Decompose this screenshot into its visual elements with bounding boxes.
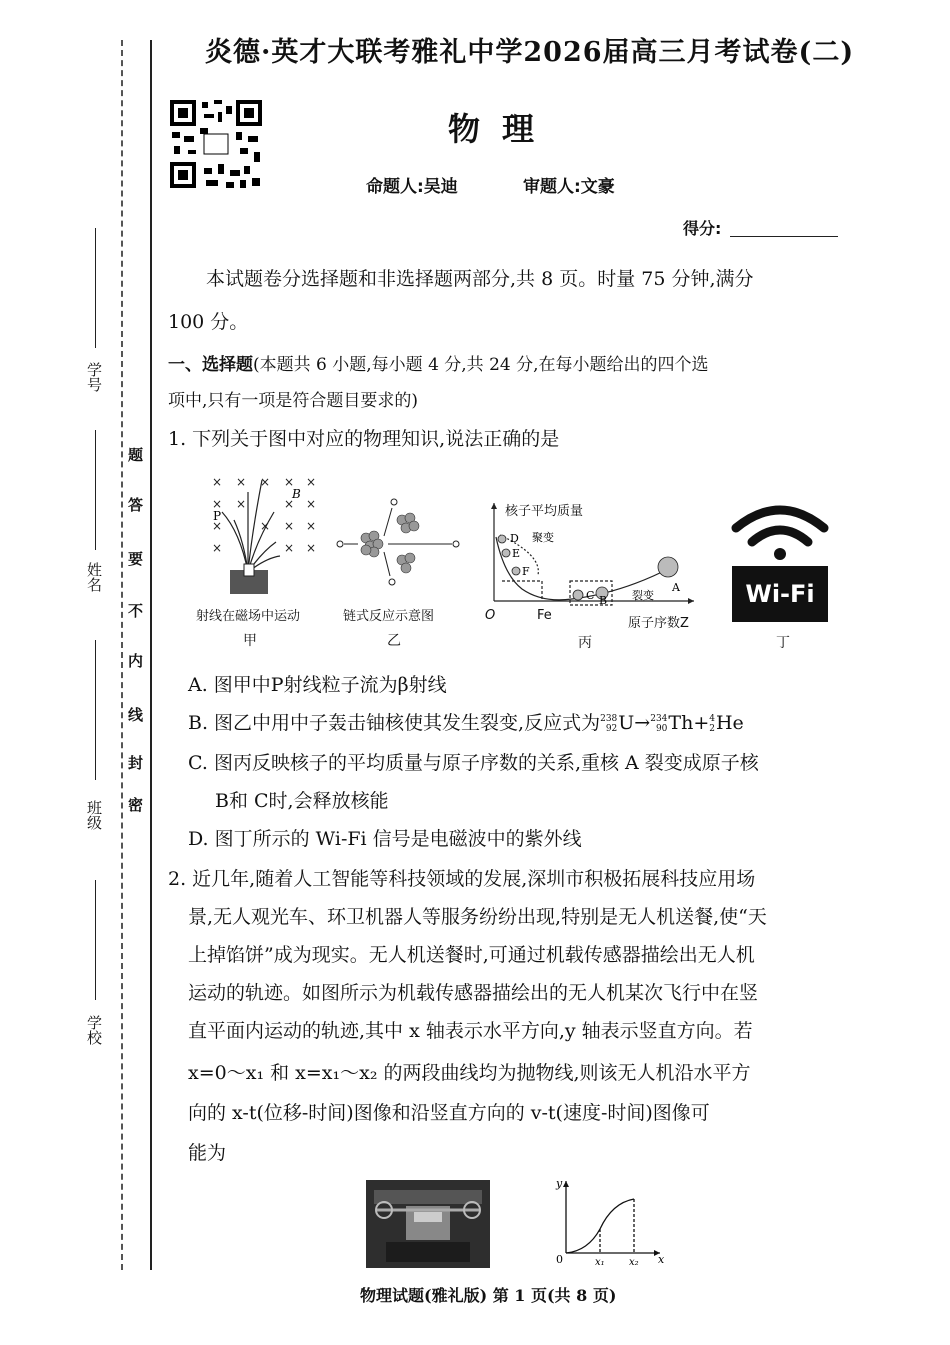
binding-solid-line: [150, 40, 152, 1270]
score-field[interactable]: [730, 236, 838, 237]
svg-text:×: ×: [306, 497, 317, 511]
student-id-blank: [95, 228, 96, 348]
q1-option-a: A. 图甲中P射线粒子流为β射线: [188, 674, 447, 696]
bing-xlabel: 原子序数Z: [628, 616, 689, 631]
bing-point-label: A: [672, 581, 680, 594]
seal-char: 要: [128, 550, 144, 568]
bing-fusion-label: 聚变: [532, 531, 554, 544]
seal-char: 封: [128, 754, 144, 772]
figure-yi: [332, 488, 462, 598]
bing-point-label: D: [510, 532, 519, 545]
school-label: 学校: [85, 1015, 103, 1045]
school-blank: [95, 880, 96, 1000]
u-symbol: U: [618, 712, 635, 734]
q2-line6: x=0～x₁ 和 x=x₁～x₂ 的两段曲线均为抛物线,则该无人机沿水平方: [188, 1062, 751, 1084]
u-mass: 238: [600, 714, 618, 724]
q2-line1: 2. 近几年,随着人工智能等科技领域的发展,深圳市积极拓展科技应用场: [168, 868, 756, 890]
q2-line7: 向的 x-t(位移-时间)图像和沿竖直方向的 v-t(速度-时间)图像可: [188, 1102, 710, 1124]
subject-title: 物理: [448, 110, 557, 148]
yi-name: 乙: [387, 633, 401, 649]
jia-b-label: B: [292, 487, 301, 501]
seal-char: 密: [128, 796, 144, 814]
jia-p-label: P: [213, 509, 222, 523]
intro-line2: 100 分。: [168, 311, 249, 333]
he4-isotope: [709, 714, 715, 734]
yi-caption: 链式反应示意图: [343, 609, 435, 624]
q1-option-d: D. 图丁所示的 Wi-Fi 信号是电磁波中的紫外线: [188, 828, 582, 850]
figure-jia: [200, 472, 320, 602]
svg-text:×: ×: [212, 519, 223, 533]
ding-name: 丁: [776, 635, 790, 651]
th-mass: 234: [650, 714, 668, 724]
graph-xlabel: x: [658, 1253, 665, 1266]
svg-text:×: ×: [284, 541, 295, 555]
svg-text:×: ×: [236, 497, 247, 511]
class-label: 班级: [85, 800, 103, 830]
section1-desc-line2: 项中,只有一项是符合题目要求的): [168, 391, 419, 411]
exam-title: 炎德·英才大联考雅礼中学2026届高三月考试卷(二): [205, 37, 855, 68]
question-setter: 命题人:吴迪: [366, 177, 458, 197]
student-id-label: 学号: [85, 362, 103, 392]
q1-option-c-line2: B和 C时,会释放核能: [215, 790, 389, 812]
bing-name: 丙: [578, 635, 592, 651]
svg-text:×: ×: [306, 475, 317, 489]
name-blank: [95, 430, 96, 550]
section1-desc-line1: (本题共 6 小题,每小题 4 分,共 24 分,在每小题给出的四个选: [253, 355, 709, 375]
wifi-icon: [728, 498, 832, 626]
bing-point-label: F: [522, 565, 530, 578]
svg-text:×: ×: [260, 475, 271, 489]
seal-char: 内: [128, 652, 144, 670]
svg-text:×: ×: [212, 497, 223, 511]
graph-x2: x₂: [629, 1257, 639, 1267]
seal-char: 不: [128, 602, 144, 620]
svg-text:×: ×: [284, 519, 295, 533]
u-number: 92: [605, 724, 618, 734]
svg-text:×: ×: [212, 541, 223, 555]
q1-option-b-text: B. 图乙中用中子轰击铀核使其发生裂变,反应式为: [188, 712, 601, 734]
jia-name: 甲: [243, 633, 257, 649]
intro-line1: 本试题卷分选择题和非选择题两部分,共 8 页。时量 75 分钟,满分: [206, 268, 754, 290]
section1-heading: [168, 346, 709, 384]
bing-point-label: B: [599, 594, 608, 607]
bing-fe: Fe: [537, 608, 552, 623]
q2-line2: 景,无人观光车、环卫机器人等服务纷纷出现,特别是无人机送餐,使“天: [188, 906, 767, 928]
question-reviewer: 审题人:文豪: [523, 177, 615, 197]
q1-option-b: [188, 704, 744, 742]
svg-text:×: ×: [212, 475, 223, 489]
binding-dashed-line: [121, 40, 123, 1270]
q1-stem: 1. 下列关于图中对应的物理知识,说法正确的是: [168, 428, 560, 450]
plus-sign: +: [693, 712, 710, 734]
jia-caption: 射线在磁场中运动: [196, 609, 301, 624]
q2-line4: 运动的轨迹。如图所示为机载传感器描绘出的无人机某次飞行中在竖: [188, 982, 759, 1004]
svg-text:×: ×: [260, 519, 271, 533]
th-number: 90: [655, 724, 668, 734]
graph-x1: x₁: [595, 1257, 605, 1267]
svg-text:×: ×: [306, 519, 317, 533]
seal-char: 答: [128, 496, 144, 514]
score-label: 得分:: [683, 219, 722, 238]
svg-text:×: ×: [284, 475, 295, 489]
q2-line5: 直平面内运动的轨迹,其中 x 轴表示水平方向,y 轴表示竖直方向。若: [188, 1020, 753, 1042]
seal-char: 题: [128, 446, 144, 464]
svg-text:×: ×: [306, 541, 317, 555]
th234-isotope: [650, 714, 667, 734]
bing-ylabel: 核子平均质量: [505, 504, 584, 519]
trajectory-graph: [552, 1175, 668, 1267]
svg-text:×: ×: [236, 475, 247, 489]
q2-line3: 上掉馅饼”成为现实。无人机送餐时,可通过机载传感器描绘出无人机: [188, 944, 755, 966]
graph-ylabel: y: [556, 1177, 563, 1190]
reaction-arrow: →: [634, 712, 651, 734]
bing-point-label: E: [512, 547, 521, 560]
svg-text:×: ×: [284, 497, 295, 511]
he-number: 2: [709, 724, 715, 734]
q2-line8: 能为: [188, 1142, 227, 1164]
bing-origin: O: [485, 608, 496, 623]
bing-point-label: C: [586, 589, 595, 602]
graph-origin: 0: [556, 1253, 563, 1266]
page-footer: 物理试题(雅礼版) 第 1 页(共 8 页): [360, 1286, 617, 1305]
class-blank: [95, 640, 96, 780]
qr-code-icon: [168, 98, 264, 190]
he-symbol: He: [715, 712, 744, 734]
bing-fission-label: 裂变: [632, 589, 654, 602]
q1-option-c-line1: C. 图丙反映核子的平均质量与原子序数的关系,重核 A 裂变成原子核: [188, 752, 759, 774]
section1-heading-text: 一、选择题: [168, 355, 253, 375]
wifi-text: Wi-Fi: [745, 580, 815, 608]
u238-isotope: [600, 714, 617, 734]
th-symbol: Th: [668, 712, 694, 734]
name-label: 姓名: [85, 562, 103, 592]
drone-photo: [366, 1180, 490, 1268]
he-mass: 4: [709, 714, 715, 724]
seal-char: 线: [128, 706, 144, 724]
